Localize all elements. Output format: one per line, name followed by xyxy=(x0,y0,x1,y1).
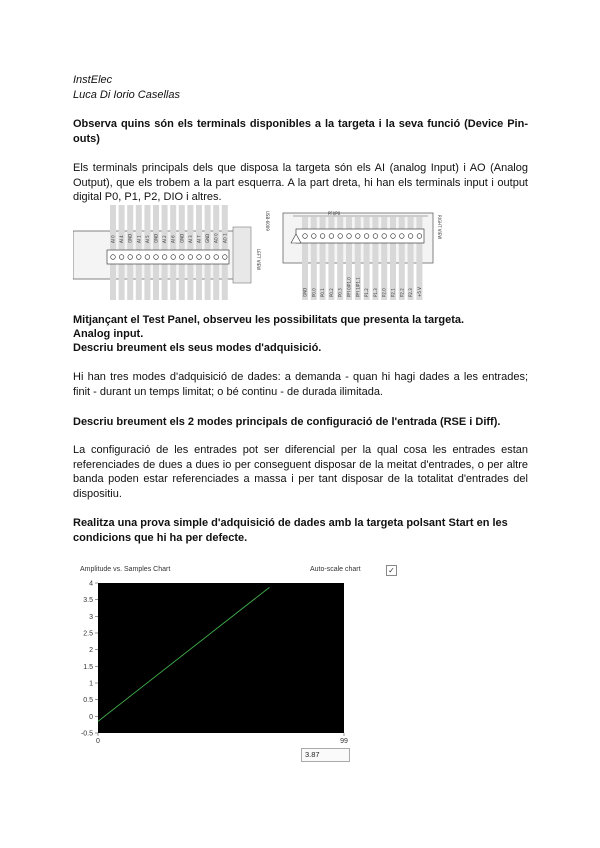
screw-terminal xyxy=(205,255,210,260)
amplitude-chart xyxy=(78,565,395,770)
right-pin-label: P0.1 xyxy=(320,288,326,297)
y-tick-label: 2 xyxy=(89,647,93,655)
screw-terminal xyxy=(347,234,352,239)
screw-terminal xyxy=(145,255,150,260)
right-pin-label: PFI 0/P1.0 xyxy=(346,277,352,297)
right-view-label: RIGHT VIEW xyxy=(437,215,442,240)
y-tick-label: 1.5 xyxy=(83,663,93,671)
screw-terminal xyxy=(188,255,193,260)
y-tick-label: 0.5 xyxy=(83,697,93,705)
left-pin-label: AI 3 xyxy=(187,235,193,243)
screw-terminal xyxy=(356,234,361,239)
y-tick-label: 1 xyxy=(89,680,93,688)
screw-terminal xyxy=(162,255,167,260)
screw-terminal xyxy=(303,234,308,239)
section3-body: La configuració de les entrades pot ser diferencial per la qual cosa les entrades estan referenciades de dues a dues io per conseguent disposar de la meitat d'entrades, o per altre banda poden estar referenciades a massa i per tant disposar de la totalitat d'entrades del dispositiu. xyxy=(73,444,528,500)
y-tick-label: 3.5 xyxy=(83,597,93,605)
y-tick-label: 2.5 xyxy=(83,630,93,638)
screw-terminal xyxy=(214,255,219,260)
chart-title: Amplitude vs. Samples Chart xyxy=(80,566,171,573)
screw-terminal xyxy=(382,234,387,239)
screw-terminal xyxy=(197,255,202,260)
section3-heading: Descriu breument els 2 modes principals de configuració de l'entrada (RSE i Diff). xyxy=(73,416,501,428)
section2-body: Hi han tres modes d'adquisició de dades: a demanda - quan hi hagi dades a les entrades; finit - durant un temps limitat; o bé continu - de durada ilimitada. xyxy=(73,371,528,398)
screw-terminal xyxy=(171,255,176,260)
right-pin-label: P0.3 xyxy=(337,288,343,297)
left-pin-label: AI 5 xyxy=(144,235,150,243)
plot-area xyxy=(98,583,344,733)
right-pin-label: +5 V xyxy=(416,287,422,297)
x-tick-label: 0 xyxy=(96,738,100,745)
left-pin-label: AO 1 xyxy=(222,233,228,243)
screw-terminal xyxy=(111,255,116,260)
right-top-tag: PFI/P0 xyxy=(328,211,341,216)
chart-plot xyxy=(78,577,358,749)
y-tick-label: 4 xyxy=(89,580,93,588)
left-pin-label: AI 7 xyxy=(196,235,202,243)
author-name: Luca Di Iorio Casellas xyxy=(73,89,180,101)
course-name: InstElec xyxy=(73,74,113,86)
screw-terminal xyxy=(223,255,228,260)
left-pin-label: AI 6 xyxy=(170,235,176,243)
left-pin-label: AI 1 xyxy=(136,235,142,243)
left-view-label: LEFT VIEW xyxy=(256,249,261,271)
screw-terminal xyxy=(119,255,124,260)
screw-terminal xyxy=(154,255,159,260)
screw-terminal xyxy=(417,234,422,239)
screw-terminal xyxy=(373,234,378,239)
right-pinout-diagram xyxy=(258,203,448,300)
screw-terminal xyxy=(180,255,185,260)
left-pin-label: GND xyxy=(127,233,133,243)
left-pin-label: AO 0 xyxy=(213,233,219,243)
right-pin-label: P0.0 xyxy=(311,288,317,297)
autoscale-label: Auto-scale chart xyxy=(310,566,361,573)
screw-terminal xyxy=(338,234,343,239)
y-tick-label: 3 xyxy=(89,613,93,621)
left-pin-label: GND xyxy=(179,233,185,243)
left-pin-label: AI 2 xyxy=(162,235,168,243)
screw-terminal xyxy=(320,234,325,239)
right-pin-label: P2.2 xyxy=(399,288,405,297)
section2-heading-line1: Mitjançant el Test Panel, observeu les possibilitats que presenta la targeta. xyxy=(73,314,465,326)
right-pin-label: GND xyxy=(302,287,308,297)
y-tick-label: 0 xyxy=(89,713,93,721)
left-pin-label: AI 0 xyxy=(110,235,116,243)
right-pin-label: P2.3 xyxy=(408,288,414,297)
autoscale-checkbox[interactable]: ✓ xyxy=(386,565,397,576)
screw-terminal xyxy=(408,234,413,239)
screw-terminal xyxy=(364,234,369,239)
x-tick-label: 99 xyxy=(340,738,348,745)
right-pin-label: P0.2 xyxy=(328,288,334,297)
right-pin-label: P2.0 xyxy=(381,288,387,297)
section1-body: Els terminals principals dels que disposa la targeta són els AI (analog Input) i AO (Analog Output), que els trobem a la part esquerra. A la part dreta, hi han els terminals input i output digital P0, P1, P2, DIO i altres. xyxy=(73,162,528,204)
right-pin-label: P1.2 xyxy=(364,288,370,297)
right-pin-label: PFI 1/P1.1 xyxy=(355,277,361,297)
screw-terminal xyxy=(128,255,133,260)
right-pin-label: P1.3 xyxy=(372,288,378,297)
svg-text:USB-6009: USB-6009 xyxy=(265,211,270,231)
section2-heading-line2: Analog input. xyxy=(73,328,144,340)
section2-heading-line3: Descriu breument els seus modes d'adquisició. xyxy=(73,342,322,354)
section1-heading: Observa quins són els terminals disponibles a la targeta i la seva funció (Device Pin-outs) xyxy=(73,118,528,145)
screw-terminal xyxy=(391,234,396,239)
section4-heading: Realitza una prova simple d'adquisició de dades amb la targeta polsant Start en les condicions que hi ha per defecte. xyxy=(73,517,508,544)
screw-terminal xyxy=(312,234,317,239)
screw-terminal xyxy=(137,255,142,260)
screw-terminal xyxy=(400,234,405,239)
left-pinout-diagram xyxy=(73,205,268,300)
value-readout: 3.87 xyxy=(301,748,350,762)
left-pin-label: GND xyxy=(153,233,159,243)
y-tick-label: -0.5 xyxy=(80,730,93,738)
right-pin-label: P2.1 xyxy=(390,288,396,297)
left-pin-label: GND xyxy=(205,233,211,243)
left-pin-label: AI 4 xyxy=(119,235,125,243)
screw-terminal xyxy=(329,234,334,239)
